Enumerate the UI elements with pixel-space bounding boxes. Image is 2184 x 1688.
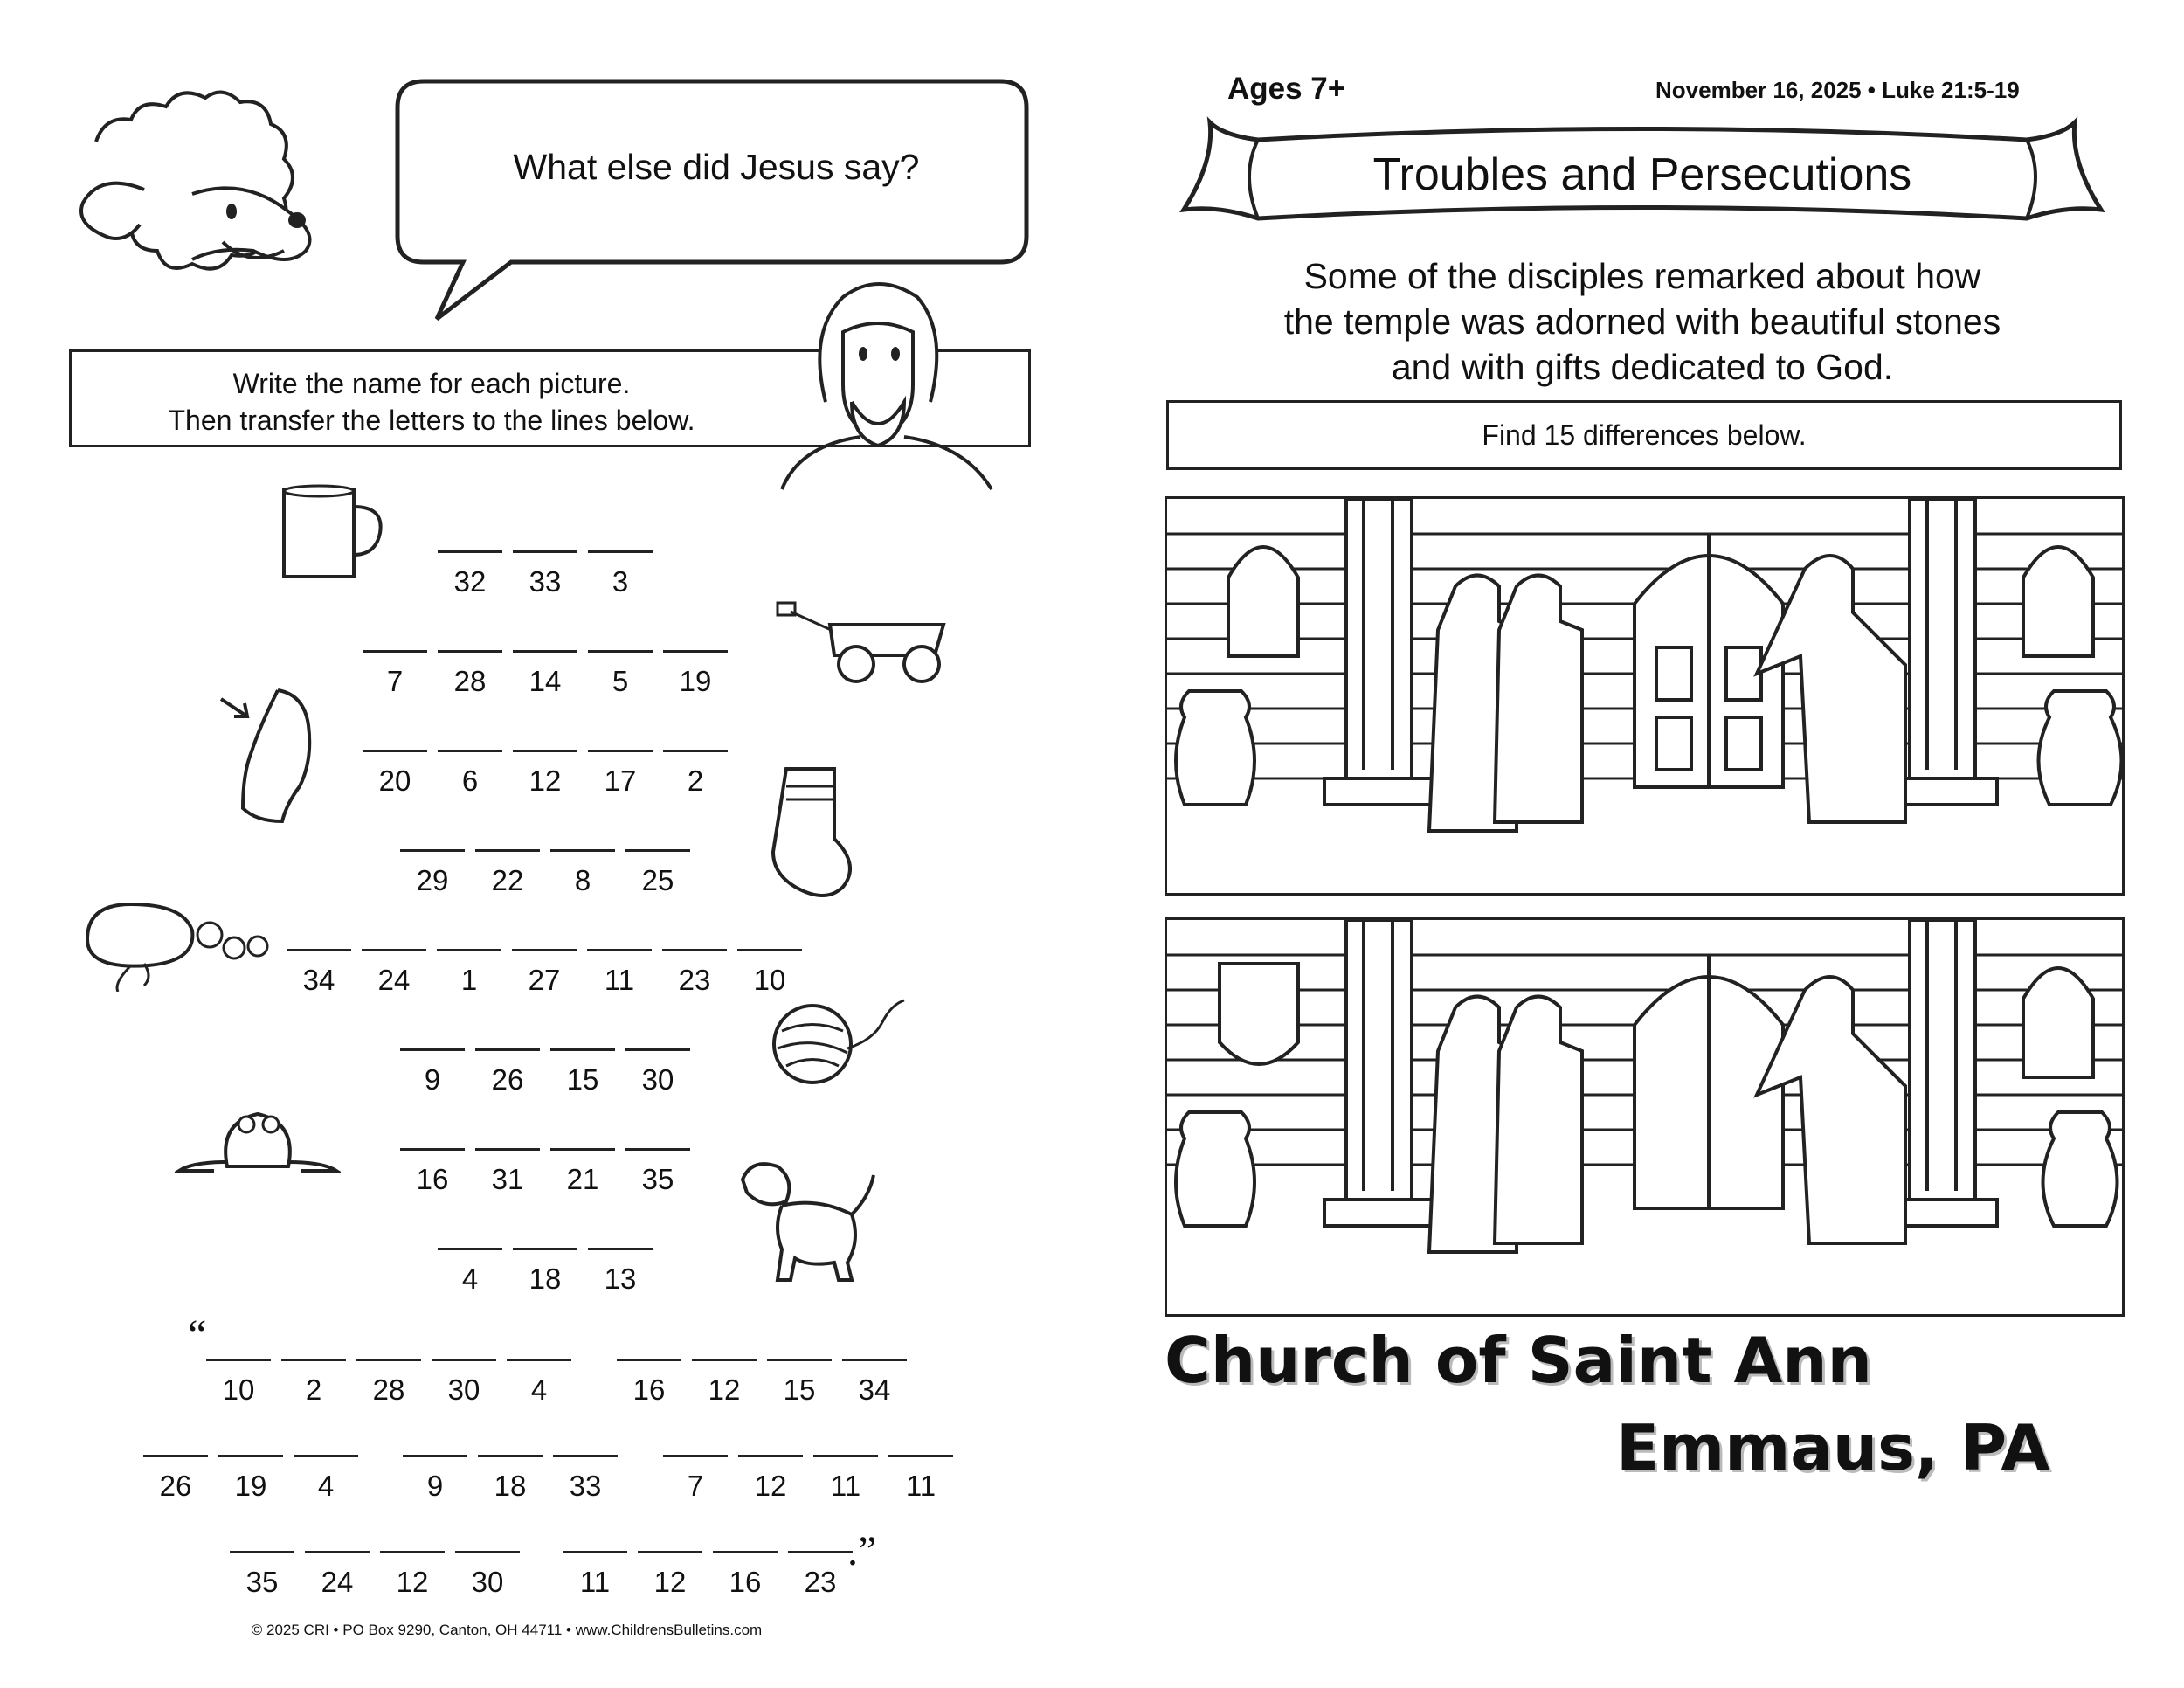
blank-line[interactable]: [625, 849, 690, 852]
blank-line[interactable]: [513, 750, 577, 752]
letter-slot[interactable]: [625, 1148, 691, 1196]
letter-number: 26: [491, 1063, 524, 1096]
letter-slot[interactable]: [437, 550, 503, 598]
temple-scene-icon: [1167, 499, 2122, 893]
letter-number: 19: [234, 1470, 267, 1502]
answer-slot[interactable]: [304, 1551, 370, 1599]
letter-number: 4: [530, 1373, 548, 1406]
blank-line[interactable]: [713, 1551, 778, 1553]
blank-line[interactable]: [507, 1359, 571, 1361]
instructions-line-1: Write the name for each picture.: [232, 368, 631, 399]
letter-slot[interactable]: [625, 1048, 691, 1097]
blank-line[interactable]: [663, 650, 728, 653]
frog-picture: [175, 1105, 341, 1184]
letter-number: 17: [604, 764, 637, 797]
letter-slot[interactable]: [474, 1148, 541, 1196]
blank-line[interactable]: [513, 650, 577, 653]
letter-slot[interactable]: [549, 1148, 616, 1196]
letter-number: 12: [653, 1566, 687, 1598]
blank-line[interactable]: [625, 1048, 690, 1051]
letter-slot[interactable]: [474, 1048, 541, 1097]
letter-slot[interactable]: [662, 750, 729, 798]
blank-line[interactable]: [513, 1248, 577, 1250]
intro-line-1: Some of the disciples remarked about how: [1303, 256, 1981, 296]
letter-number: 26: [159, 1470, 192, 1502]
age-label: Ages 7+: [1227, 72, 1346, 106]
scene-bottom: [1165, 917, 2125, 1317]
blank-line[interactable]: [767, 1359, 832, 1361]
letter-slot[interactable]: [512, 1248, 578, 1296]
letter-number: 11: [604, 964, 635, 996]
letter-slot[interactable]: [399, 1148, 466, 1196]
blank-line[interactable]: [143, 1455, 208, 1457]
letter-slot[interactable]: [549, 1048, 616, 1097]
letter-slot[interactable]: [361, 949, 427, 997]
instructions-line-2: Then transfer the letters to the lines below.: [168, 405, 695, 436]
dog-icon: [734, 1153, 882, 1284]
answer-slot[interactable]: [431, 1359, 497, 1407]
intro-text: [1171, 253, 2114, 390]
answer-slot[interactable]: [737, 1455, 804, 1503]
letter-number: 9: [424, 1063, 441, 1096]
blank-line[interactable]: [403, 1455, 467, 1457]
blank-line[interactable]: [294, 1455, 358, 1457]
answer-slot[interactable]: [691, 1359, 757, 1407]
letter-number: 24: [321, 1566, 354, 1598]
answer-slot[interactable]: [616, 1359, 682, 1407]
letter-number: 4: [317, 1470, 335, 1502]
letter-number: 12: [708, 1373, 741, 1406]
letter-number: 15: [783, 1373, 816, 1406]
blank-line[interactable]: [475, 849, 540, 852]
letter-number: 15: [566, 1063, 599, 1096]
find-differences-text: Find 15 differences below.: [1482, 419, 1807, 451]
blank-line[interactable]: [550, 849, 615, 852]
answer-slot[interactable]: [766, 1359, 833, 1407]
letter-number: 12: [396, 1566, 429, 1598]
answer-slot[interactable]: [477, 1455, 543, 1503]
blank-line[interactable]: [206, 1359, 271, 1361]
letter-number: 23: [678, 964, 711, 996]
close-quote: .”: [847, 1528, 877, 1574]
blank-line[interactable]: [400, 1148, 465, 1151]
letter-slot[interactable]: [586, 949, 653, 997]
letter-number: 33: [569, 1470, 602, 1502]
letter-slot[interactable]: [437, 750, 503, 798]
yarn-ball-picture: [769, 996, 909, 1092]
blank-line[interactable]: [788, 1551, 853, 1553]
answer-slot[interactable]: [229, 1551, 295, 1599]
answer-slot[interactable]: [506, 1359, 572, 1407]
letter-number: 30: [471, 1566, 504, 1598]
blank-line[interactable]: [563, 1551, 627, 1553]
letter-slot[interactable]: [587, 550, 653, 598]
letter-slot[interactable]: [736, 949, 803, 997]
letter-slot[interactable]: [587, 1248, 653, 1296]
letter-slot[interactable]: [437, 1248, 503, 1296]
blank-line[interactable]: [550, 1048, 615, 1051]
letter-number: 35: [245, 1566, 279, 1598]
letter-slot[interactable]: [399, 1048, 466, 1097]
letter-number: 11: [905, 1470, 936, 1502]
letter-number: 24: [377, 964, 411, 996]
letter-number: 35: [641, 1163, 674, 1195]
sock-picture: [764, 760, 860, 900]
answer-slot[interactable]: [454, 1551, 521, 1599]
letter-number: 12: [754, 1470, 787, 1502]
blank-line[interactable]: [663, 750, 728, 752]
scene-top: [1165, 496, 2125, 896]
letter-number: 32: [453, 565, 487, 598]
mug-icon: [280, 481, 384, 585]
letter-slot[interactable]: [661, 949, 728, 997]
temple-scene-variant-icon: [1167, 920, 2122, 1314]
blank-line[interactable]: [363, 650, 427, 653]
letter-number: 22: [491, 864, 524, 896]
letter-number: 16: [632, 1373, 666, 1406]
blank-line[interactable]: [662, 949, 727, 951]
letter-number: 28: [372, 1373, 405, 1406]
blank-line[interactable]: [512, 949, 577, 951]
blank-line[interactable]: [813, 1455, 878, 1457]
letter-slot[interactable]: [512, 550, 578, 598]
letter-number: 11: [830, 1470, 861, 1502]
answer-slot[interactable]: [379, 1551, 446, 1599]
answer-slot[interactable]: [712, 1551, 778, 1599]
copyright-footer: © 2025 CRI • PO Box 9290, Canton, OH 44711 • www.ChildrensBulletins.com: [251, 1622, 763, 1638]
letter-number: 13: [604, 1263, 637, 1295]
blank-line[interactable]: [588, 650, 653, 653]
page-title: Troubles and Persecutions: [1372, 149, 1912, 200]
letter-slot[interactable]: [512, 650, 578, 698]
letter-slot[interactable]: [587, 650, 653, 698]
answer-slot[interactable]: [562, 1551, 628, 1599]
letter-number: 12: [529, 764, 562, 797]
letter-slot[interactable]: [286, 949, 352, 997]
letter-number: 19: [679, 665, 712, 697]
jesus-illustration: [773, 271, 1000, 498]
wagon-icon: [769, 594, 961, 690]
letter-number: 4: [461, 1263, 479, 1295]
blank-line[interactable]: [588, 750, 653, 752]
blank-line[interactable]: [550, 1148, 615, 1151]
letter-number: 11: [579, 1566, 611, 1598]
blank-line[interactable]: [842, 1359, 907, 1361]
letter-number: 14: [529, 665, 562, 697]
blank-line[interactable]: [475, 1048, 540, 1051]
blank-line[interactable]: [438, 750, 502, 752]
letter-number: 20: [378, 764, 411, 797]
blank-line[interactable]: [281, 1359, 346, 1361]
letter-number: 23: [804, 1566, 837, 1598]
blank-line[interactable]: [638, 1551, 702, 1553]
blank-line[interactable]: [617, 1359, 681, 1361]
letter-number: 16: [729, 1566, 762, 1598]
answer-slot[interactable]: [812, 1455, 879, 1503]
answer-slot[interactable]: [637, 1551, 703, 1599]
instructions-text: [69, 365, 794, 439]
letter-slot[interactable]: [436, 949, 502, 997]
intro-line-3: and with gifts dedicated to God.: [1391, 347, 1894, 387]
blank-line[interactable]: [363, 750, 427, 752]
blank-line[interactable]: [737, 949, 802, 951]
letter-slot[interactable]: [512, 750, 578, 798]
blank-line[interactable]: [478, 1455, 543, 1457]
church-name: Church of Saint Ann: [1165, 1324, 1872, 1397]
blank-line[interactable]: [305, 1551, 370, 1553]
letter-slot[interactable]: [587, 750, 653, 798]
letter-number: 34: [302, 964, 335, 996]
blank-line[interactable]: [663, 1455, 728, 1457]
blank-line[interactable]: [438, 650, 502, 653]
letter-number: 9: [426, 1470, 444, 1502]
find-differences-box: [1166, 400, 2122, 470]
answer-slot[interactable]: [218, 1455, 284, 1503]
dog-picture: [734, 1153, 882, 1284]
letter-slot[interactable]: [437, 650, 503, 698]
letter-slot[interactable]: [549, 849, 616, 897]
answer-slot[interactable]: [293, 1455, 359, 1503]
answer-slot[interactable]: [662, 1455, 729, 1503]
letter-slot[interactable]: [625, 849, 691, 897]
blank-line[interactable]: [438, 1248, 502, 1250]
answer-slot[interactable]: [205, 1359, 272, 1407]
blank-line[interactable]: [438, 550, 502, 553]
blank-line[interactable]: [455, 1551, 520, 1553]
answer-slot[interactable]: [841, 1359, 908, 1407]
answer-slot[interactable]: [402, 1455, 468, 1503]
answer-slot[interactable]: [142, 1455, 209, 1503]
blank-line[interactable]: [400, 1048, 465, 1051]
blank-line[interactable]: [888, 1455, 953, 1457]
letter-slot[interactable]: [362, 750, 428, 798]
letter-number: 6: [461, 764, 479, 797]
letter-number: 33: [529, 565, 562, 598]
blank-line[interactable]: [475, 1148, 540, 1151]
hand-picture: [217, 681, 321, 830]
lamb-illustration: [61, 80, 376, 334]
yarn-ball-icon: [769, 996, 909, 1092]
blank-line[interactable]: [287, 949, 351, 951]
letter-number: 7: [386, 665, 404, 697]
letter-slot[interactable]: [474, 849, 541, 897]
open-quote: “: [188, 1311, 207, 1358]
letter-number: 3: [612, 565, 629, 598]
letter-slot[interactable]: [362, 650, 428, 698]
sock-icon: [764, 760, 860, 900]
intro-line-2: the temple was adorned with beautiful stones: [1283, 301, 2001, 342]
blank-line[interactable]: [362, 949, 426, 951]
answer-slot[interactable]: [888, 1455, 954, 1503]
blank-line[interactable]: [218, 1455, 283, 1457]
blank-line[interactable]: [356, 1359, 421, 1361]
blank-line[interactable]: [400, 849, 465, 852]
blank-line[interactable]: [692, 1359, 757, 1361]
jesus-icon: [773, 271, 1000, 498]
letter-number: 21: [566, 1163, 599, 1195]
letter-number: 18: [494, 1470, 527, 1502]
mug-picture: [280, 481, 384, 585]
letter-number: 31: [491, 1163, 524, 1195]
letter-number: 8: [574, 864, 591, 896]
speech-text: What else did Jesus say?: [513, 147, 920, 187]
letter-slot[interactable]: [511, 949, 577, 997]
frog-icon: [175, 1105, 341, 1184]
letter-number: 10: [753, 964, 786, 996]
letter-slot[interactable]: [399, 849, 466, 897]
letter-number: 1: [460, 964, 478, 996]
letter-number: 2: [305, 1373, 322, 1406]
blank-line[interactable]: [432, 1359, 496, 1361]
letter-number: 10: [222, 1373, 255, 1406]
hand-icon: [217, 681, 321, 830]
blank-line[interactable]: [738, 1455, 803, 1457]
letter-number: 7: [687, 1470, 704, 1502]
answer-slot[interactable]: [280, 1359, 347, 1407]
date-reference: November 16, 2025 • Luke 21:5-19: [1655, 77, 2020, 103]
blank-line[interactable]: [588, 1248, 653, 1250]
letter-number: 30: [447, 1373, 480, 1406]
letter-number: 2: [687, 764, 704, 797]
blank-line[interactable]: [230, 1551, 294, 1553]
letter-number: 16: [416, 1163, 449, 1195]
letter-number: 5: [612, 665, 629, 697]
wagon-picture: [769, 594, 961, 690]
letter-number: 18: [529, 1263, 562, 1295]
blank-line[interactable]: [553, 1455, 618, 1457]
blank-line[interactable]: [513, 550, 577, 553]
church-location: Emmaus, PA: [1616, 1411, 2050, 1484]
letter-number: 28: [453, 665, 487, 697]
letter-slot[interactable]: [662, 650, 729, 698]
letter-number: 30: [641, 1063, 674, 1096]
letter-number: 25: [641, 864, 674, 896]
blank-line[interactable]: [588, 550, 653, 553]
lamb-icon: [61, 80, 376, 334]
answer-slot[interactable]: [787, 1551, 854, 1599]
letter-number: 34: [858, 1373, 891, 1406]
answer-slot[interactable]: [552, 1455, 619, 1503]
blank-line[interactable]: [625, 1148, 690, 1151]
blank-line[interactable]: [380, 1551, 445, 1553]
marbles-bag-icon: [79, 896, 271, 992]
answer-slot[interactable]: [356, 1359, 422, 1407]
letter-number: 27: [528, 964, 561, 996]
blank-line[interactable]: [437, 949, 501, 951]
letter-number: 29: [416, 864, 449, 896]
blank-line[interactable]: [587, 949, 652, 951]
marbles-bag-picture: [79, 896, 271, 992]
